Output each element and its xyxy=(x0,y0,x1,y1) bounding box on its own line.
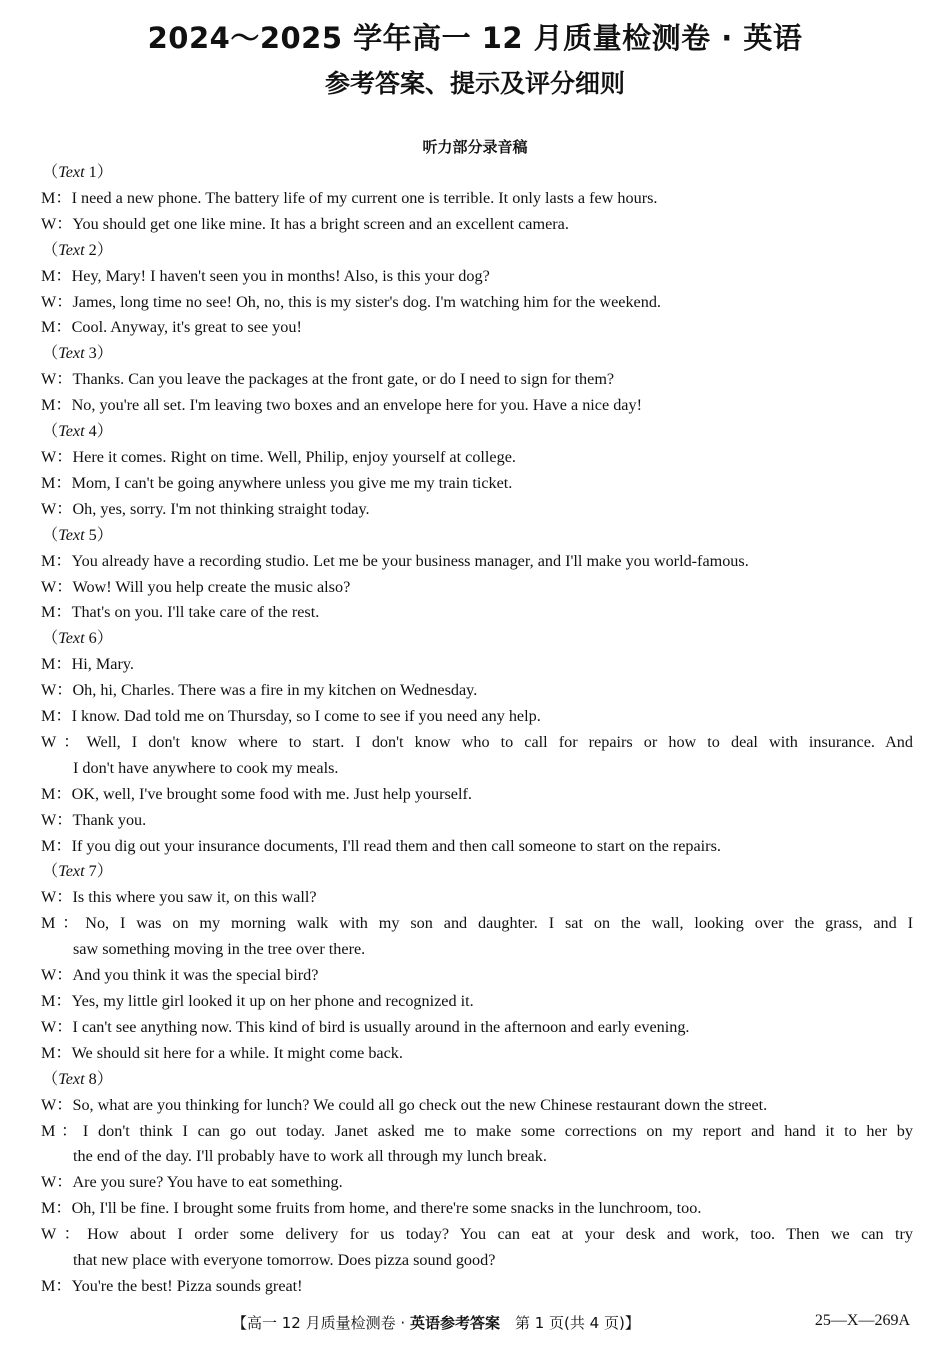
text-label-number: 5） xyxy=(84,525,113,544)
text-label-open: （ xyxy=(42,344,59,363)
text-label-open: （ xyxy=(42,422,59,441)
dialogue-line: M：I don't think I can go out today. Janet asked me to make some corrections on my report and hand it to her by xyxy=(41,1121,913,1140)
text-label-number: 2） xyxy=(84,240,113,259)
text-label-number: 4） xyxy=(84,422,113,441)
footer-code: 25—X—269A xyxy=(814,1312,910,1329)
listening-transcript xyxy=(41,160,913,1300)
text-label-number: 8） xyxy=(84,1069,113,1088)
page-title: 2024～2025 学年高一 12 月质量检测卷 · 英语 xyxy=(147,21,803,55)
text-label xyxy=(41,523,913,549)
text-label-word: Text xyxy=(58,163,85,181)
dialogue-line: M：You're the best! Pizza sounds great! xyxy=(41,1276,303,1295)
dialogue-line: W：Here it comes. Right on time. Well, Philip, enjoy yourself at college. xyxy=(41,447,516,466)
text-label-word: Text xyxy=(58,422,85,441)
text-label-open: （ xyxy=(42,525,59,544)
page-subtitle: 参考答案、提示及评分细则 xyxy=(324,69,625,98)
dialogue-line: M：That's on you. I'll take care of the rest. xyxy=(41,603,320,622)
footer-open: 【高一 12 月质量检测卷 · xyxy=(232,1314,410,1332)
text-label-word: Text xyxy=(58,629,85,648)
text-label xyxy=(41,859,913,885)
dialogue-line: M：No, you're all set. I'm leaving two boxes and an envelope here for you. Have a nice day! xyxy=(41,396,642,415)
text-label xyxy=(41,1067,913,1093)
dialogue-line: W：How about I order some delivery for us today? You can eat at your desk and work, too. Then we can try xyxy=(41,1225,913,1244)
dialogue-line: W：And you think it was the special bird? xyxy=(41,966,319,985)
dialogue-line: W：Thanks. Can you leave the packages at the front gate, or do I need to sign for them? xyxy=(41,370,615,389)
dialogue-line: W：So, what are you thinking for lunch? We could all go check out the new Chinese restaurant down the street. xyxy=(41,1095,768,1114)
text-label-number: 1） xyxy=(84,163,113,181)
dialogue-line: M：Yes, my little girl looked it up on her phone and recognized it. xyxy=(41,992,474,1010)
text-label xyxy=(41,626,913,652)
dialogue-line: W：Oh, hi, Charles. There was a fire in my kitchen on Wednesday. xyxy=(41,681,478,700)
dialogue-line: W：Wow! Will you help create the music also? xyxy=(41,577,351,596)
dialogue-line: W：I can't see anything now. This kind of bird is usually around in the afternoon and early evening. xyxy=(41,1017,690,1036)
dialogue-line-continued: that new place with everyone tomorrow. Does pizza sound good? xyxy=(73,1251,496,1270)
text-label-word: Text xyxy=(58,240,85,259)
text-label-open: （ xyxy=(42,629,59,648)
text-label-open: （ xyxy=(42,1069,59,1088)
dialogue-line: W：Are you sure? You have to eat something. xyxy=(41,1173,343,1192)
footer-caption xyxy=(232,1312,640,1333)
dialogue-line: M：We should sit here for a while. It might come back. xyxy=(41,1043,403,1062)
text-label-number: 6） xyxy=(84,629,113,648)
dialogue-line: M：Hey, Mary! I haven't seen you in months! Also, is this your dog? xyxy=(41,266,490,285)
dialogue-line: M：OK, well, I've brought some food with me. Just help yourself. xyxy=(41,784,472,803)
text-label xyxy=(41,341,913,367)
text-label-open: （ xyxy=(42,163,59,181)
text-label-word: Text xyxy=(58,1069,85,1088)
text-label-number: 3） xyxy=(84,344,113,363)
dialogue-line: M：If you dig out your insurance documents, I'll read them and then call someone to start on the repairs. xyxy=(41,836,721,855)
text-label-open: （ xyxy=(42,240,59,259)
text-label xyxy=(41,160,913,186)
text-label xyxy=(41,419,913,445)
footer-bold: 英语参考答案 xyxy=(409,1314,500,1332)
dialogue-line-continued: I don't have anywhere to cook my meals. xyxy=(73,758,339,777)
page-footer xyxy=(0,1312,950,1336)
dialogue-line-continued: the end of the day. I'll probably have to work all through my lunch break. xyxy=(73,1147,547,1166)
dialogue-line: W：Well, I don't know where to start. I don't know who to call for repairs or how to deal with insurance. And xyxy=(41,732,913,751)
dialogue-line: W：You should get one like mine. It has a bright screen and an excellent camera. xyxy=(41,214,569,233)
dialogue-line: M：Hi, Mary. xyxy=(41,655,134,674)
text-label-word: Text xyxy=(58,344,85,363)
dialogue-line: M：You already have a recording studio. Let me be your business manager, and I'll make you world-famous. xyxy=(41,551,749,570)
text-label-word: Text xyxy=(58,862,85,881)
footer-page-number: 第 1 页(共 4 页)】 xyxy=(499,1314,640,1332)
dialogue-line: M：Mom, I can't be going anywhere unless you give me my train ticket. xyxy=(41,473,513,492)
text-label xyxy=(41,238,913,264)
dialogue-line: M：Cool. Anyway, it's great to see you! xyxy=(41,318,302,337)
dialogue-line: W：Oh, yes, sorry. I'm not thinking straight today. xyxy=(41,499,370,518)
dialogue-line: M：I need a new phone. The battery life of my current one is terrible. It only lasts a few hours. xyxy=(41,188,658,207)
dialogue-line: W：Is this where you saw it, on this wall? xyxy=(41,888,317,907)
dialogue-line: W：James, long time no see! Oh, no, this is my sister's dog. I'm watching him for the weekend. xyxy=(41,292,661,311)
dialogue-line-continued: saw something moving in the tree over there. xyxy=(73,940,366,959)
text-label-open: （ xyxy=(42,862,59,881)
dialogue-line: W：Thank you. xyxy=(41,810,147,829)
text-label-number: 7） xyxy=(84,862,113,881)
dialogue-line: M：I know. Dad told me on Thursday, so I come to see if you need any help. xyxy=(41,707,541,726)
dialogue-line: M：No, I was on my morning walk with my son and daughter. I sat on the wall, looking over the grass, and I xyxy=(41,914,913,933)
text-label-word: Text xyxy=(58,525,85,544)
dialogue-line: M：Oh, I'll be fine. I brought some fruits from home, and there're some snacks in the lunchroom, too. xyxy=(41,1199,702,1218)
section-title: 听力部分录音稿 xyxy=(422,138,528,156)
